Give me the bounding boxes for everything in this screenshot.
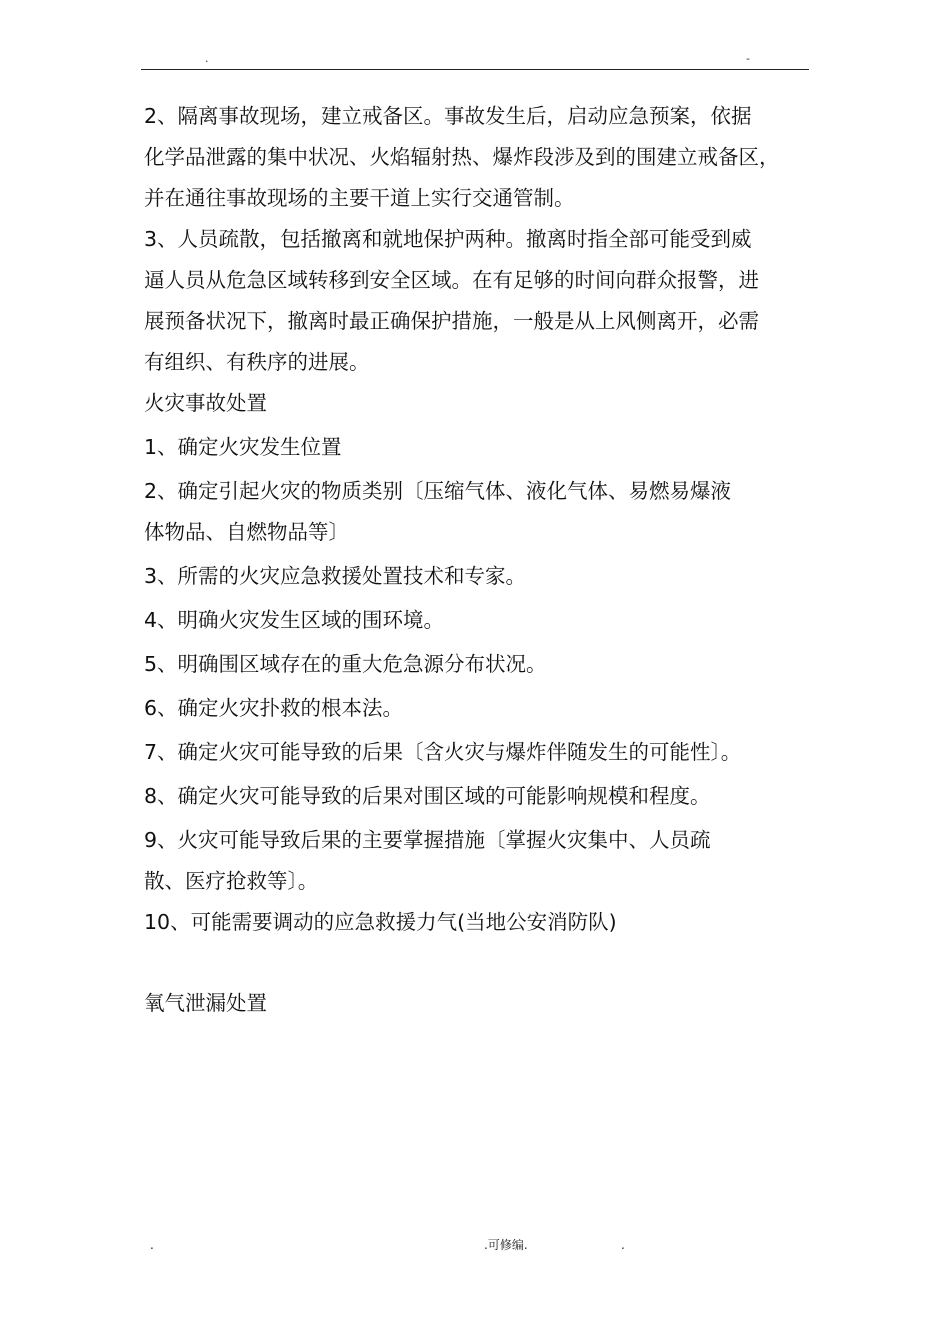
header-right-mark: -: [746, 52, 750, 65]
fire-item-2-line1: 2、确定引起火灾的物质类别〔压缩气体、液化气体、易燃易爆液: [144, 479, 732, 503]
item3-line4: 有组织、有秩序的进展。: [144, 350, 370, 374]
item2-line3: 并在通往事故现场的主要干道上实行交通管制。: [144, 186, 575, 210]
fire-item-1: 1、确定火灾发生位置: [144, 435, 342, 459]
fire-section-heading: 火灾事故处置: [144, 391, 267, 415]
item2-line1: 2、隔离事故现场，建立戒备区。事故发生后，启动应急预案，依据: [144, 104, 752, 128]
footer-editable-note: .可修编.: [484, 1238, 528, 1252]
header-divider: [141, 69, 809, 70]
fire-item-9-line2: 散、医疗抢救等〕。: [144, 869, 319, 893]
item3-line1: 3、人员疏散，包括撤离和就地保护两种。撤离时指全部可能受到威: [144, 227, 752, 251]
document-body: [144, 96, 834, 1024]
footer-right-mark: .: [621, 1238, 625, 1252]
fire-item-3: 3、所需的火灾应急救援处置技术和专家。: [144, 564, 527, 588]
fire-item-6: 6、确定火灾扑救的根本法。: [144, 696, 404, 720]
fire-item-10: 10、可能需要调动的应急救援力气(当地公安消防队): [144, 910, 617, 934]
oxygen-section-heading: 氧气泄漏处置: [144, 991, 267, 1015]
fire-item-2-line2: 体物品、自燃物品等〕: [144, 520, 349, 544]
header-left-mark: .: [205, 52, 209, 65]
item3-line2: 逼人员从危急区域转移到安全区域。在有足够的时间向群众报警，进: [144, 268, 759, 292]
fire-item-5: 5、明确围区域存在的重大危急源分布状况。: [144, 652, 547, 676]
fire-item-9-line1: 9、火灾可能导致后果的主要掌握措施〔掌握火灾集中、人员疏: [144, 828, 711, 852]
footer-left-mark: .: [150, 1238, 154, 1252]
fire-item-7: 7、确定火灾可能导致的后果〔含火灾与爆炸伴随发生的可能性〕。: [144, 740, 742, 764]
fire-item-4: 4、明确火灾发生区域的围环境。: [144, 608, 445, 632]
item3-line3: 展预备状况下，撤离时最正确保护措施，一般是从上风侧离开，必需: [144, 309, 759, 333]
fire-item-8: 8、确定火灾可能导致的后果对围区域的可能影响规模和程度。: [144, 784, 711, 808]
item2-line2: 化学品泄露的集中状况、火焰辐射热、爆炸段涉及到的围建立戒备区，: [144, 145, 780, 169]
